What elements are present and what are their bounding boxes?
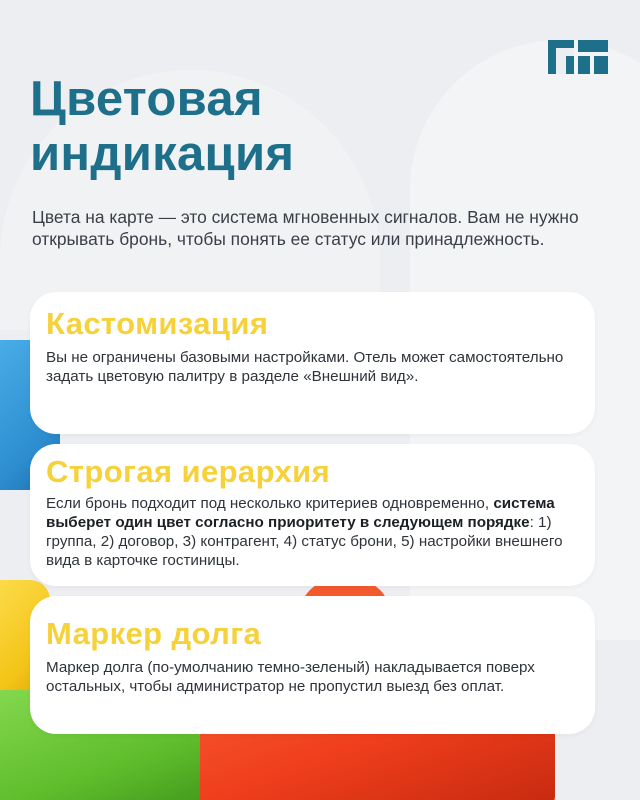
brand-logo-icon [548,40,608,74]
page-title-line-2: индикация [30,127,295,181]
card-text-bold: система выберет один цвет согласно приоритету в следующем порядке [46,495,555,531]
card-hierarchy [30,444,595,586]
card-title: Строгая иерархия [46,454,331,489]
page-title [30,72,294,182]
page-title-line-1: Цветовая [30,72,263,126]
card-title: Кастомизация [46,306,269,341]
card-text [46,494,581,570]
card-title: Маркер долга [46,616,262,651]
card-customization [30,292,595,434]
card-text-part: : 1) группа, 2) договор, 3) контрагент, 4) статус брони, 5) настройки внешнего вида в карточке гостиницы. [46,514,563,569]
card-text: Вы не ограничены базовыми настройками. Отель может самостоятельно задать цветовую палитру в разделе «Внешний вид». [46,349,564,385]
card-text-part: Если бронь подходит под несколько критериев одновременно, [46,495,494,512]
intro-text: Цвета на карте — это система мгновенных сигналов. Вам не нужно открывать бронь, чтобы понять ее статус или принадлежность. [32,207,579,249]
card-debt-marker [30,596,595,734]
card-text: Маркер долга (по-умолчанию темно-зеленый) накладывается поверх остальных, чтобы администратор не пропустил выезд без оплат. [46,659,535,695]
